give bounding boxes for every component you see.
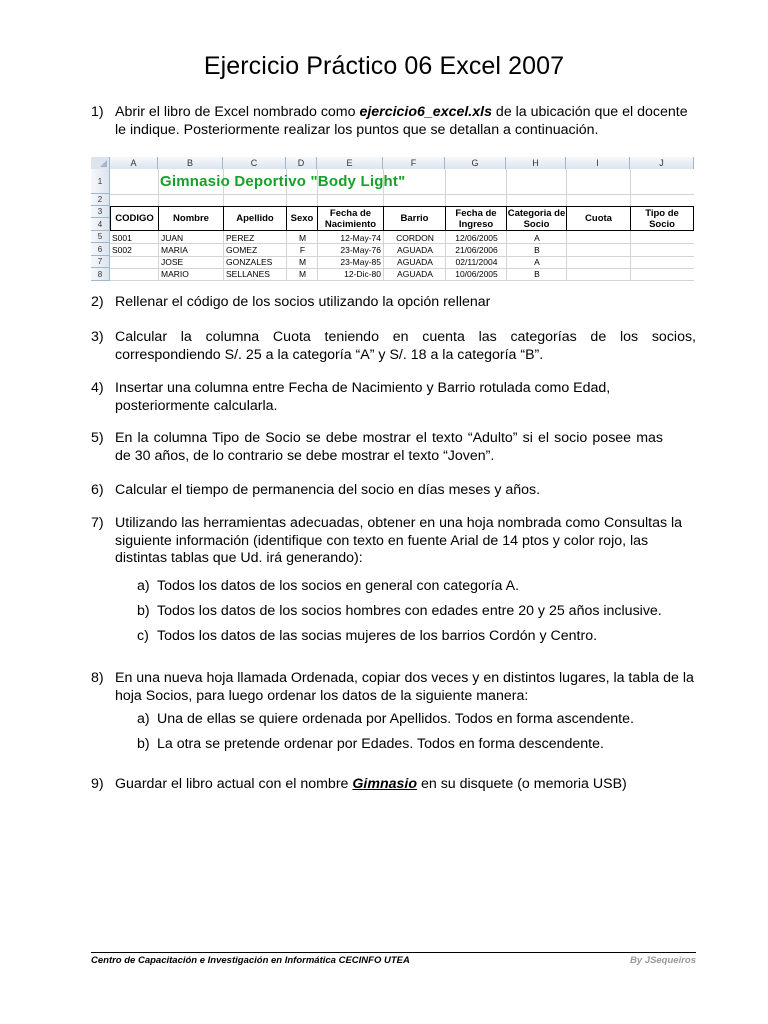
cell-categoria: A xyxy=(534,233,540,243)
cell-sexo: M xyxy=(298,269,307,279)
cell-categoria: B xyxy=(534,269,540,279)
footer-author: By JSequeiros xyxy=(630,955,696,966)
item-number: 8) xyxy=(91,670,104,686)
item-number: 5) xyxy=(91,430,104,446)
select-all-corner xyxy=(91,157,110,169)
header-tipo-socio: Tipo de Socio xyxy=(631,206,694,231)
header-apellido: Apellido xyxy=(224,206,287,231)
cell-nombre: MARIA xyxy=(161,245,188,255)
item-number: 4) xyxy=(91,380,104,396)
item-text: Todos los datos de los socios hombres con edades entre 20 y 25 años inclusive. xyxy=(157,603,662,619)
header-codigo: CODIGO xyxy=(110,206,159,231)
col-header: B xyxy=(158,157,223,169)
item-text: Abrir el libro de Excel nombrado como ejercicio6_excel.xls de la ubicación que el docente le indique. Posteriormente realizar los puntos que se detallan a continuación. xyxy=(115,104,688,138)
item-number: 1) xyxy=(91,104,104,120)
item-number: 3) xyxy=(91,329,104,345)
item-number: b) xyxy=(137,603,150,619)
row-header: 2 xyxy=(91,194,110,206)
instruction-1 xyxy=(91,104,696,140)
footer-divider xyxy=(91,952,696,953)
header-barrio: Barrio xyxy=(384,206,446,231)
cell-fecha-ingreso: 21/06/2006 xyxy=(455,245,498,255)
item-number: a) xyxy=(137,578,150,594)
col-header: G xyxy=(445,157,506,169)
cell-grid xyxy=(110,169,694,281)
cell-fecha-ingreso: 10/06/2005 xyxy=(455,269,498,279)
item-number: 2) xyxy=(91,294,104,310)
cell-categoria: B xyxy=(534,245,540,255)
row-header: 1 xyxy=(91,169,110,194)
cell-sexo: M xyxy=(298,257,307,267)
cell-fecha-ingreso: 12/06/2005 xyxy=(455,233,498,243)
item-text: Calcular el tiempo de permanencia del socio en días meses y años. xyxy=(115,482,541,498)
item-number: 6) xyxy=(91,482,104,498)
row-header: 7 xyxy=(91,256,110,268)
page-title: Ejercicio Práctico 06 Excel 2007 xyxy=(203,52,565,80)
row-header: 8 xyxy=(91,268,110,281)
header-categoria: Categoria de Socio xyxy=(507,207,566,230)
col-header: F xyxy=(383,157,445,169)
cell-apellido: PEREZ xyxy=(226,233,255,243)
row-header: 5 xyxy=(91,231,110,243)
item-number: 7) xyxy=(91,515,104,531)
cell-apellido: SELLANES xyxy=(226,269,270,279)
cell-nombre: JUAN xyxy=(161,233,184,243)
cell-apellido: GONZALES xyxy=(226,257,273,267)
cell-fecha-nacimiento: 12-Dic-80 xyxy=(344,269,381,279)
row-header: 4 xyxy=(91,218,110,231)
filename: ejercicio6_excel.xls xyxy=(359,104,492,120)
cell-sexo: F xyxy=(299,245,306,255)
cell-barrio: AGUADA xyxy=(397,257,433,267)
cell-barrio: AGUADA xyxy=(397,269,433,279)
header-fecha-ingreso: Fecha de Ingreso xyxy=(446,206,507,231)
item-text: Utilizando las herramientas adecuadas, obtener en una hoja nombrada como Consultas la siguiente información (identifique con texto en fuente Arial de 14 ptos y color rojo, las distintas tablas que Ud. irá generando): xyxy=(115,515,683,566)
grid-line xyxy=(110,280,694,281)
cell-fecha-ingreso: 02/11/2004 xyxy=(455,257,498,267)
item-text: Calcular la columna Cuota teniendo en cuenta las categorías de los socios, correspondiendo S/. 25 a la categoría “A” y S/. 18 a la categoría “B”. xyxy=(115,329,696,363)
cell-categoria: A xyxy=(534,257,540,267)
cell-apellido: GOMEZ xyxy=(226,245,258,255)
header-sexo: Sexo xyxy=(287,206,318,231)
item-text: Guardar el libro actual con el nombre Gimnasio en su disquete (o memoria USB) xyxy=(115,776,627,792)
spreadsheet-screenshot xyxy=(91,157,694,281)
cell-nombre: JOSE xyxy=(161,257,184,267)
item-number: c) xyxy=(137,628,149,644)
item-number: a) xyxy=(137,711,150,727)
cell-barrio: CORDON xyxy=(396,233,434,243)
item-text: Todos los datos de las socias mujeres de los barrios Cordón y Centro. xyxy=(157,628,598,644)
col-header: E xyxy=(317,157,383,169)
col-header: C xyxy=(223,157,286,169)
cell-fecha-nacimiento: 23-May-76 xyxy=(340,245,381,255)
item-text: Rellenar el código de los socios utilizando la opción rellenar xyxy=(115,294,491,310)
cell-sexo: M xyxy=(298,233,307,243)
col-header: D xyxy=(286,157,317,169)
cell-barrio: AGUADA xyxy=(397,245,433,255)
row-header: 3 xyxy=(91,206,110,218)
item-number: b) xyxy=(137,736,150,752)
header-nombre: Nombre xyxy=(159,206,224,231)
col-header: H xyxy=(506,157,566,169)
row-header: 6 xyxy=(91,243,110,256)
grid-line xyxy=(110,194,694,195)
item-text: En una nueva hoja llamada Ordenada, copiar dos veces y en distintos lugares, la tabla de la hoja Socios, para luego ordenar los datos de la siguiente manera: xyxy=(115,670,694,704)
cell-codigo: S002 xyxy=(112,245,132,255)
item-text: Todos los datos de los socios en general con categoría A. xyxy=(157,578,520,594)
item-text: Una de ellas se quiere ordenada por Apellidos. Todos en forma ascendente. xyxy=(157,711,634,727)
filename: Gimnasio xyxy=(352,776,418,792)
footer-institution: Centro de Capacitación e Investigación en Informática CECINFO UTEA xyxy=(91,955,410,966)
col-header: A xyxy=(110,157,158,169)
col-header: I xyxy=(566,157,630,169)
sheet-banner: Gimnasio Deportivo "Body Light" xyxy=(160,173,406,190)
item-text: En la columna Tipo de Socio se debe mostrar el texto “Adulto” si el socio posee mas de 30 años, de lo contrario se debe mostrar el texto “Joven”. xyxy=(115,430,663,464)
header-fecha-nacimiento: Fecha de Nacimiento xyxy=(318,206,384,231)
item-number: 9) xyxy=(91,776,104,792)
col-header: J xyxy=(630,157,694,169)
cell-fecha-nacimiento: 12-May-74 xyxy=(340,233,381,243)
item-text: La otra se pretende ordenar por Edades. Todos en forma descendente. xyxy=(157,736,604,752)
cell-codigo: S001 xyxy=(112,233,132,243)
cell-nombre: MARIO xyxy=(161,269,189,279)
header-cuota: Cuota xyxy=(567,206,631,231)
cell-fecha-nacimiento: 23-May-85 xyxy=(340,257,381,267)
item-text: Insertar una columna entre Fecha de Nacimiento y Barrio rotulada como Edad, posteriormente calcularla. xyxy=(115,380,611,414)
